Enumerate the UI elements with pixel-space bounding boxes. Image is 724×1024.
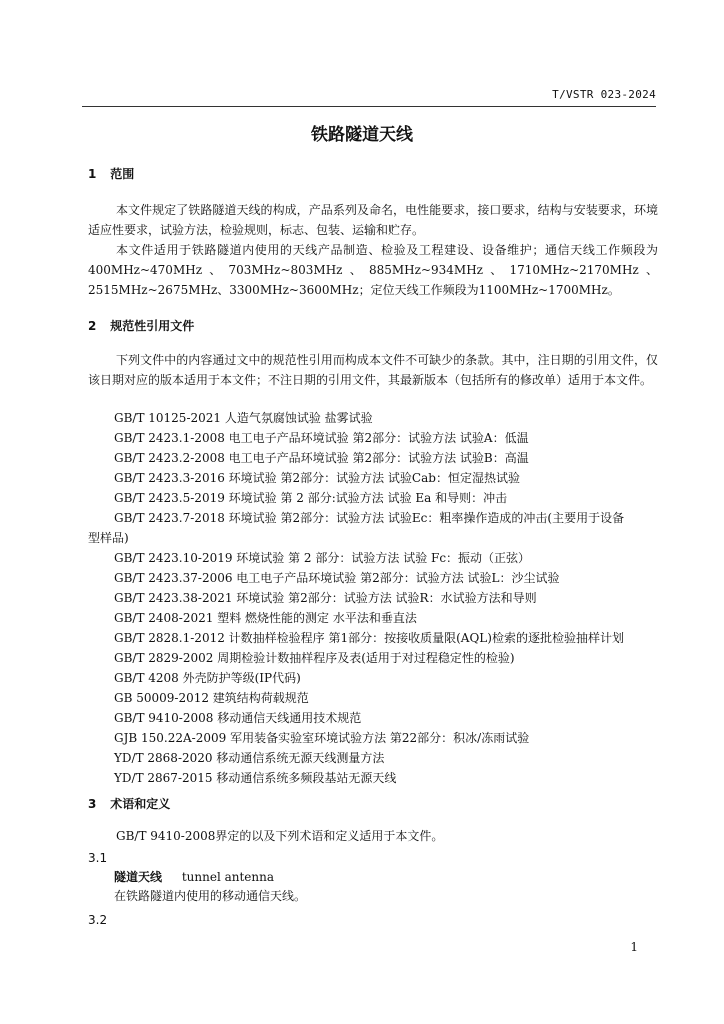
reference-item bbox=[88, 508, 658, 548]
reference-item: GB/T 10125-2021 人造气氛腐蚀试验 盐雾试验 bbox=[114, 411, 373, 425]
reference-item: GB/T 2423.2-2008 电工电子产品环境试验 第2部分：试验方法 试验B：高温 bbox=[114, 451, 529, 465]
reference-continuation: 型样品) bbox=[88, 531, 129, 545]
terms-intro: GB/T 9410-2008界定的以及下列术语和定义适用于本文件。 bbox=[116, 829, 444, 843]
reference-item: GB/T 2408-2021 塑料 燃烧性能的测定 水平法和垂直法 bbox=[114, 611, 417, 625]
section-number: 1 bbox=[88, 167, 97, 181]
reference-item: GJB 150.22A-2009 军用装备实验室环境试验方法 第22部分：积冰/冻雨试验 bbox=[114, 731, 530, 745]
document-title: 铁路隧道天线 bbox=[311, 125, 413, 145]
section-title: 范围 bbox=[110, 167, 135, 181]
scope-paragraph-2: 本文件适用于铁路隧道内使用的天线产品制造、检验及工程建设、设备维护；通信天线工作频段为400MHz~470MHz、703MHz~803MHz、885MHz~934MHz、1710MHz~2170MHz、2515MHz~2675MHz、3300MHz~3600MHz；定位天线工作频段为1100MHz~1700MHz。 bbox=[88, 243, 658, 297]
reference-item: GB/T 2423.38-2021 环境试验 第2部分：试验方法 试验R：水试验方法和导则 bbox=[114, 591, 537, 605]
section-title: 规范性引用文件 bbox=[110, 319, 195, 333]
reference-item: YD/T 2867-2015 移动通信系统多频段基站无源天线 bbox=[114, 771, 397, 785]
section-number: 2 bbox=[88, 319, 97, 333]
reference-item: GB 50009-2012 建筑结构荷载规范 bbox=[114, 691, 309, 705]
reference-item: GB/T 2828.1-2012 计数抽样检验程序 第1部分：按接收质量限(AQL)检索的逐批检验抽样计划 bbox=[114, 631, 624, 645]
scope-paragraph-1: 本文件规定了铁路隧道天线的构成，产品系列及命名，电性能要求，接口要求，结构与安装要求，环境适应性要求，试验方法，检验规则，标志、包装、运输和贮存。 bbox=[88, 203, 658, 237]
term-name: 隧道天线 bbox=[114, 870, 163, 884]
section-2-heading bbox=[88, 317, 194, 334]
term-number: 3.1 bbox=[88, 851, 108, 865]
term-entry bbox=[114, 868, 274, 885]
reference-item: GB/T 2423.3-2016 环境试验 第2部分：试验方法 试验Cab：恒定湿热试验 bbox=[114, 471, 520, 485]
section-1-heading bbox=[88, 165, 134, 182]
reference-item: GB/T 2423.1-2008 电工电子产品环境试验 第2部分：试验方法 试验A：低温 bbox=[114, 431, 529, 445]
reference-item: GB/T 4208 外壳防护等级(IP代码) bbox=[114, 671, 301, 685]
reference-text: GB/T 2423.7-2018 环境试验 第2部分：试验方法 试验Ec：粗率操作造成的冲击(主要用于设备 bbox=[114, 511, 625, 525]
reference-item: GB/T 2423.37-2006 电工电子产品环境试验 第2部分：试验方法 试验L：沙尘试验 bbox=[114, 571, 560, 585]
term-english: tunnel antenna bbox=[181, 870, 275, 884]
section-title: 术语和定义 bbox=[110, 797, 171, 811]
header-rule bbox=[82, 106, 656, 107]
section-3-heading bbox=[88, 795, 170, 812]
standard-code: T/VSTR 023-2024 bbox=[552, 88, 656, 101]
term-number: 3.2 bbox=[88, 913, 108, 927]
section-number: 3 bbox=[88, 797, 97, 811]
reference-item: GB/T 2829-2002 周期检验计数抽样程序及表(适用于对过程稳定性的检验) bbox=[114, 651, 515, 665]
reference-item: YD/T 2868-2020 移动通信系统无源天线测量方法 bbox=[114, 751, 385, 765]
term-definition: 在铁路隧道内使用的移动通信天线。 bbox=[114, 889, 307, 903]
normative-intro: 下列文件中的内容通过文中的规范性引用而构成本文件不可缺少的条款。其中，注日期的引用文件，仅该日期对应的版本适用于本文件；不注日期的引用文件，其最新版本（包括所有的修改单）适用于本文件。 bbox=[88, 353, 658, 387]
reference-item: GB/T 2423.5-2019 环境试验 第 2 部分:试验方法 试验 Ea 和导则：冲击 bbox=[114, 491, 508, 505]
reference-item: GB/T 9410-2008 移动通信天线通用技术规范 bbox=[114, 711, 362, 725]
page-number: 1 bbox=[630, 940, 638, 954]
reference-item: GB/T 2423.10-2019 环境试验 第 2 部分：试验方法 试验 Fc：振动（正弦） bbox=[114, 551, 531, 565]
reference-list bbox=[88, 408, 658, 788]
